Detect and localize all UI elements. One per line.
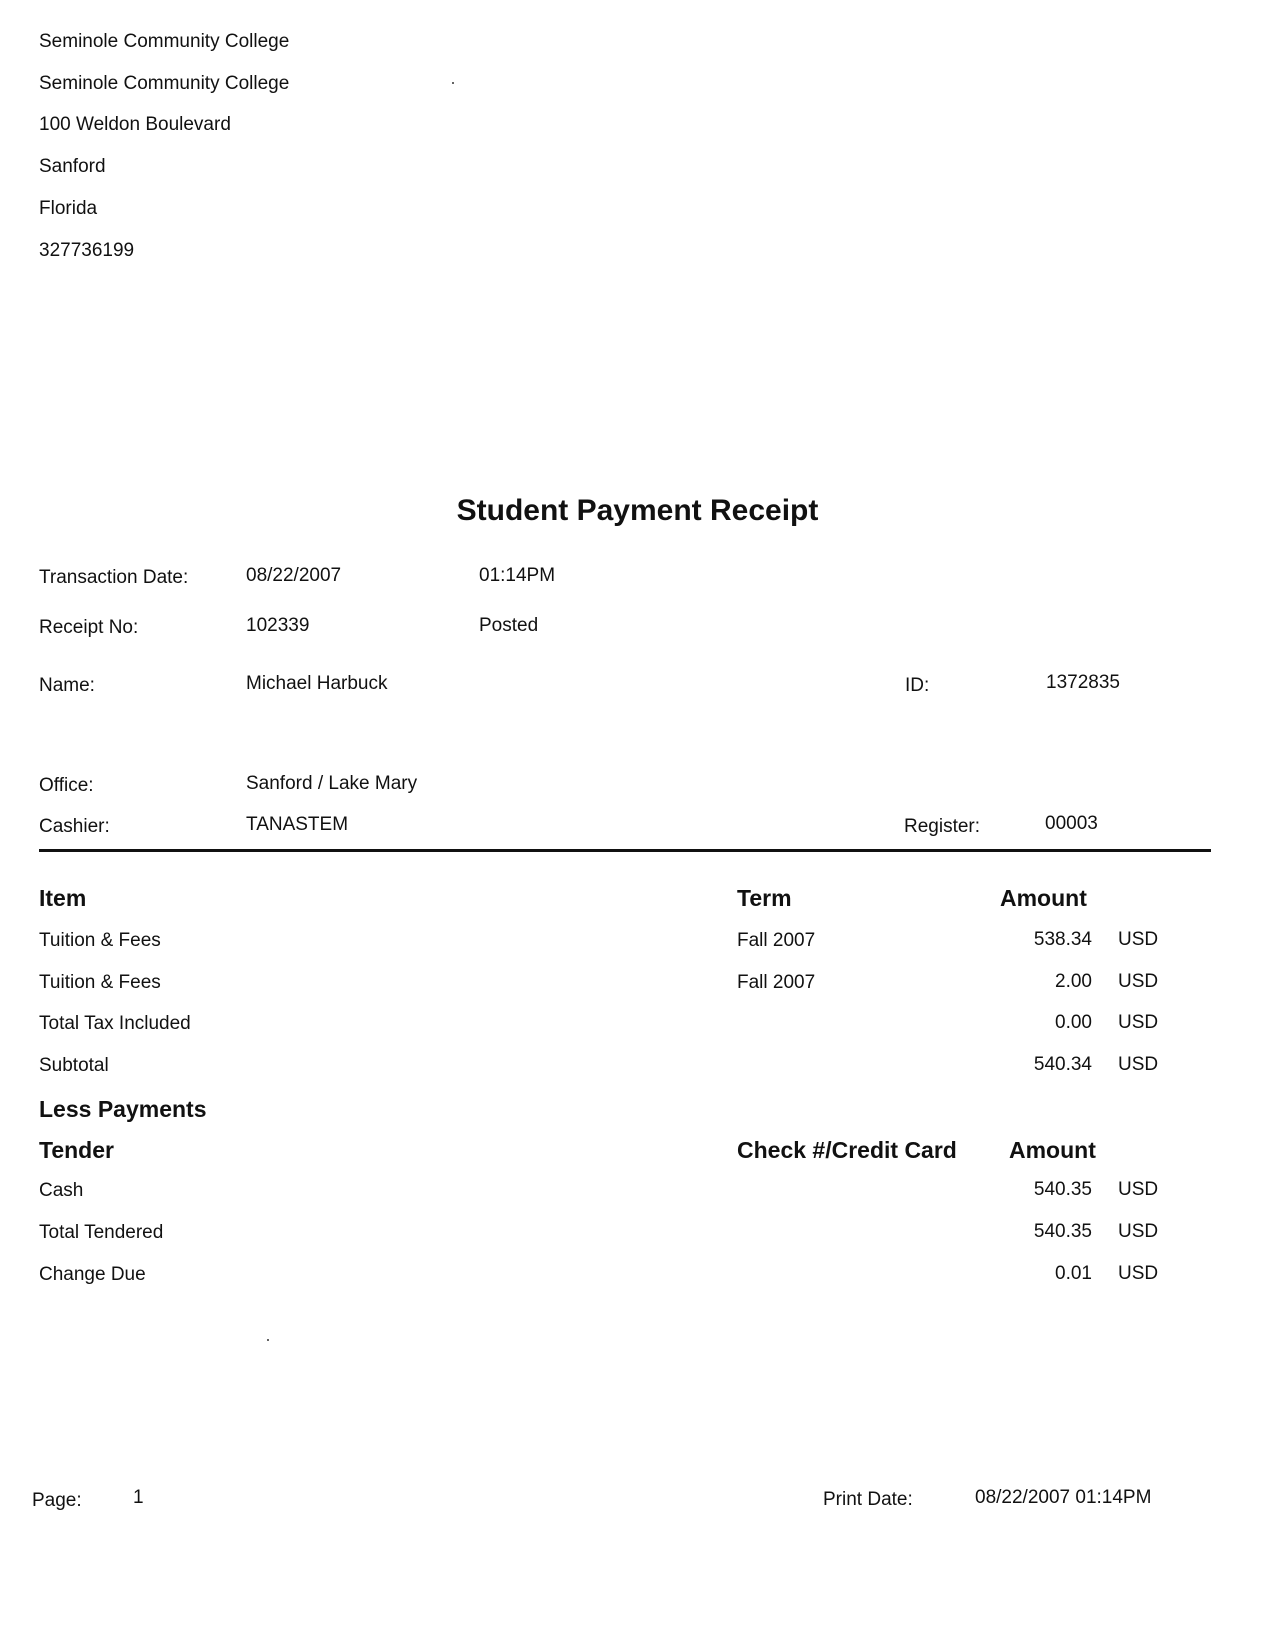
print-date-label: Print Date: (823, 1489, 913, 1510)
payment-row-3-amount: 0.01 (1055, 1263, 1092, 1284)
payment-row-2-currency: USD (1118, 1221, 1159, 1242)
office-value: Sanford / Lake Mary (246, 773, 418, 794)
cashier-label: Cashier: (39, 816, 110, 837)
office-label: Office: (39, 775, 94, 796)
item-row-2-item: Tuition & Fees (39, 972, 161, 993)
amount-column-header: Amount (1000, 885, 1087, 911)
payment-row-1-amount: 540.35 (1033, 1179, 1092, 1200)
receipt-title: Student Payment Receipt (456, 494, 819, 527)
payment-row-1-currency: USD (1118, 1179, 1159, 1200)
payment-amount-column-header: Amount (1009, 1137, 1096, 1163)
institution-city: Sanford (39, 156, 106, 177)
item-row-1-term: Fall 2007 (737, 930, 816, 951)
payment-row-3-currency: USD (1118, 1263, 1159, 1284)
transaction-date-value: 08/22/2007 (246, 565, 342, 586)
item-row-4-amount: 540.34 (1033, 1054, 1092, 1075)
register-label: Register: (904, 816, 981, 837)
item-row-4-currency: USD (1118, 1054, 1159, 1075)
transaction-time-value: 01:14PM (479, 565, 556, 586)
header-divider (39, 849, 1211, 852)
institution-state: Florida (39, 198, 98, 219)
scan-speck (452, 82, 454, 84)
name-label: Name: (39, 675, 95, 696)
check-card-column-header: Check #/Credit Card (737, 1137, 957, 1163)
receipt-status: Posted (479, 615, 539, 636)
id-label: ID: (905, 675, 930, 696)
item-row-4-item: Subtotal (39, 1055, 109, 1076)
payment-row-1-tender: Cash (39, 1180, 84, 1201)
item-row-1-currency: USD (1118, 929, 1159, 950)
transaction-date-label: Transaction Date: (39, 567, 189, 588)
item-column-header: Item (39, 885, 87, 911)
receipt-no-label: Receipt No: (39, 617, 139, 638)
register-value: 00003 (1045, 813, 1098, 834)
item-row-3-item: Total Tax Included (39, 1013, 191, 1034)
item-row-1-item: Tuition & Fees (39, 930, 161, 951)
item-row-2-term: Fall 2007 (737, 972, 816, 993)
print-date-value: 08/22/2007 01:14PM (975, 1487, 1152, 1508)
id-value: 1372835 (1046, 672, 1120, 693)
institution-name-secondary: Seminole Community College (39, 73, 290, 94)
payment-row-2-amount: 540.35 (1033, 1221, 1092, 1242)
item-row-3-amount: 0.00 (1055, 1012, 1092, 1033)
tender-column-header: Tender (39, 1137, 114, 1163)
item-row-2-amount: 2.00 (1055, 971, 1092, 992)
less-payments-heading: Less Payments (39, 1096, 207, 1122)
payment-row-3-tender: Change Due (39, 1264, 146, 1285)
item-row-1-amount: 538.34 (1033, 929, 1092, 950)
page-number: 1 (133, 1487, 144, 1508)
item-row-2-currency: USD (1118, 971, 1159, 992)
institution-zip: 327736199 (39, 240, 135, 261)
item-row-3-currency: USD (1118, 1012, 1159, 1033)
page-label: Page: (32, 1490, 82, 1511)
scan-speck (267, 1339, 269, 1341)
receipt-no-value: 102339 (246, 615, 310, 636)
payment-row-2-tender: Total Tendered (39, 1222, 164, 1243)
term-column-header: Term (737, 885, 792, 911)
cashier-value: TANASTEM (246, 814, 349, 835)
institution-street: 100 Weldon Boulevard (39, 114, 231, 135)
institution-name: Seminole Community College (39, 31, 290, 52)
name-value: Michael Harbuck (246, 673, 388, 694)
